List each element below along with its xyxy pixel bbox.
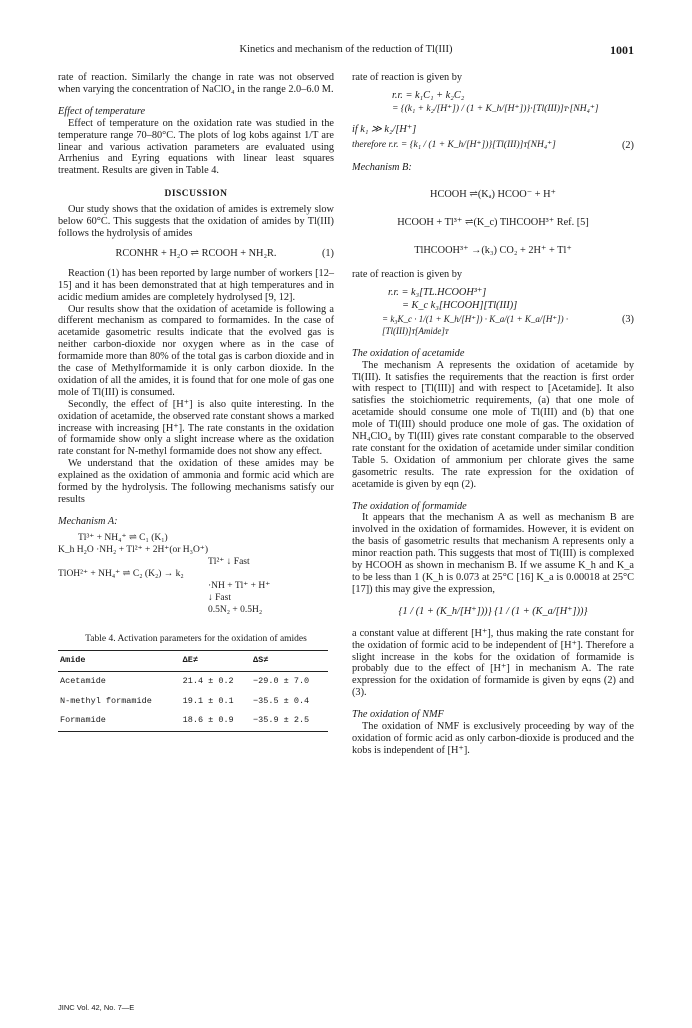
paragraph: a constant value at different [H⁺], thus making the rate constant for the oxidation of formic acid to be independent of [H⁺]. Therefore a slight increase in the kobs for the oxidation of formamide is probably due to the effect of [H⁺] in mechanism A. The rate expression for the oxidation of formamide is given by eqns (2) and (3). xyxy=(352,627,634,699)
equation-text: = k₃K_c · 1/(1 + K_h/[H⁺]) · K_a/(1 + K_a/[H⁺]) · [Tl(III)]ᴛ[Amide]ᴛ xyxy=(382,313,569,336)
table-cell: N-methyl formamide xyxy=(60,695,152,706)
rate-equation: = {(k₁ + k₂/[H⁺]) / (1 + K_h/[H⁺])}·[Tl(III)]ᴛ·[NH₄⁺] xyxy=(392,103,599,114)
paragraph: rate of reaction is given by xyxy=(352,269,463,281)
paragraph: Our results show that the oxidation of acetamide is following a different mechanism as compared to formamides. In the case of acetamide gasometric results indicate that the evolved gas is neither carbon-dioxide nor oxygen where as in the case of formamide more than 80% of the total gas is carbon dioxide and in the case of Methylformamide it is only carbon dioxide. In the oxidation of all the amides, it is found that for one mole of gas one mole of Tl(III) is consumed. xyxy=(58,303,334,398)
paragraph: The oxidation of NMF is exclusively proceeding by way of the oxidation of formic acid as only carbon-dioxide is produced and the kobs is independent of [H⁺]. xyxy=(352,721,634,756)
table-cell: −35.9 ± 2.5 xyxy=(253,715,310,726)
fraction-expression: {1 / (1 + (K_h/[H⁺]))} {1 / (1 + (K_a/[H⁺]))} xyxy=(398,605,588,617)
paragraph: Secondly, the effect of [H⁺] is also quite interesting. In the oxidation of acetamide, the observed rate constant shows a marked increase with increasing [H⁺]. The rate constants in the oxidation of formamide show only a slight increase where as the oxidation rate constant for N-methyl formamide does not show any effect. xyxy=(58,398,334,458)
paragraph: rate of reaction. Similarly the change in rate was not observed when varying the concentration of NaClO₄ in the range 2.0–6.0 M. xyxy=(58,72,334,95)
equation-number: (3) xyxy=(621,313,634,325)
table-row xyxy=(58,671,328,691)
mechanism-line: ·NH + Tl⁺ + H⁺ xyxy=(208,580,271,591)
mechanism-line: K_h H₂O ·NH₂ + Tl²⁺ + 2H⁺(or H₃O⁺) xyxy=(58,544,208,555)
equation-3 xyxy=(352,314,634,338)
mechanism-line: Tl³⁺ + NH₄⁺ ⇌ C₁ (K₁) xyxy=(78,532,168,543)
paragraph: Reaction (1) has been reported by large number of workers [12–15] and it has been demonstrated that at high temperatures and in acidic medium amides are completely hydrolysed [9, 12]. xyxy=(58,267,334,303)
mechanism-line: HCOOH + Tl³⁺ ⇌(K_c) TlHCOOH³⁺ Ref. [5] xyxy=(397,217,589,229)
table-caption: Table 4. Activation parameters for the oxidation of amides xyxy=(85,633,307,644)
table-header-row xyxy=(58,650,328,671)
table-cell: 18.6 ± 0.9 xyxy=(182,715,234,726)
paragraph: Our study shows that the oxidation of amides is extremely slow below 60°C. This suggests that the oxidation of amides by Tl(III) follows the hydrolysis of amides xyxy=(58,204,334,239)
paragraph: Effect of temperature on the oxidation rate was studied in the temperature range 70–80°C. The plots of log kobs against 1/T are linear and various activation parameters are evaluated using Arrhenius and Eyring equations with linear least squares treatment. Results are given in Table 4. xyxy=(58,117,334,177)
mechanism-line: TlOH²⁺ + NH₄⁺ ⇌ C₂ (K₂) → k₂ xyxy=(58,568,184,579)
equation-2 xyxy=(352,140,634,152)
paragraph: It appears that the mechanism A as well as mechanism B are involved in the oxidation of formamides. However, it is evident on the basis of gasometric results that mechanism A represents only a minor reaction path. This suggests that most of Tl(III) is complexed by HCOOH as shown in mechanism B. If we assume K_h and K_a to be less than 1 (K_h is 0.073 at 25°C [16] K_a is 0.00018 at 25°C [17]) this may give the expression, xyxy=(352,512,634,595)
table-cell: −35.5 ± 0.4 xyxy=(253,695,310,706)
rate-equation: r.r. = k₃[TL.HCOOH³⁺] xyxy=(388,287,487,299)
right-column xyxy=(352,72,634,757)
mechanism-line: TlHCOOH³⁺ →(k₃) CO₂ + 2H⁺ + Tl⁺ xyxy=(414,245,572,257)
section-heading-acetamide: The oxidation of acetamide xyxy=(352,347,465,359)
table-cell: Acetamide xyxy=(60,675,106,686)
table-row xyxy=(58,711,328,731)
section-heading-discussion: DISCUSSION xyxy=(164,189,228,200)
table-header-cell: Amide xyxy=(60,654,86,665)
table-cell: 19.1 ± 0.1 xyxy=(182,695,234,706)
rate-equation: r.r. = k₁C₁ + k₂C₂ xyxy=(392,89,465,101)
running-title: Kinetics and mechanism of the reduction of Tl(III) xyxy=(239,44,453,55)
table-cell: −29.0 ± 7.0 xyxy=(253,675,310,686)
equation-text: therefore r.r. = {k₁ / (1 + K_h/[H⁺])}[Tl(III)]ᴛ[NH₄⁺] xyxy=(352,139,556,150)
page-number: 1001 xyxy=(610,43,634,57)
mechanism-line: HCOOH ⇌(Kₐ) HCOO⁻ + H⁺ xyxy=(430,189,556,201)
rate-condition xyxy=(352,124,634,136)
mechanism-line: Tl²⁺ ↓ Fast xyxy=(208,556,250,567)
equation-1 xyxy=(58,248,334,260)
mechanism-line: 0.5N₂ + 0.5H₂ xyxy=(208,604,263,615)
table-cell: 21.4 ± 0.2 xyxy=(182,675,234,686)
table-row xyxy=(58,692,328,712)
mechanism-b-heading: Mechanism B: xyxy=(352,161,412,173)
table-header-cell: ΔE≠ xyxy=(182,654,198,665)
rate-equation: = K_c k₃[HCOOH][Tl(III)] xyxy=(402,299,518,311)
paragraph: The mechanism A represents the oxidation of acetamide by Tl(III). It satisfies the requirements that the reaction is first order with respect to [Tl(III)] and with respect to [Acetamide]. It also satisfies the stoichiometric requirements, (a) that one mole of acetamide should consume one mole of Tl(III) and (b) that one mole of Tl(III) should produce one mole of gas. The oxidation of NH₄ClO₄ by Tl(III) gives rate constant comparable to the observed rate constant for the oxidation of acetamide under similar condition Table 5. Oxidation of ammonium per chlorate gives the same gasometric results. The rate expression for the oxidation of acetamide is given by eqn (2). xyxy=(352,359,634,490)
mechanism-a-heading: Mechanism A: xyxy=(58,515,118,527)
paragraph: rate of reaction is given by xyxy=(352,72,463,83)
equation-number: (1) xyxy=(321,247,334,259)
journal-footer: JINC Vol. 42, No. 7—E xyxy=(58,1003,135,1012)
paragraph: We understand that the oxidation of these amides may be explained as the oxidation of ammonia and formic acid which are formed by the hydrolysis. The following mechanisms satisfy our results xyxy=(58,458,334,505)
activation-parameters-table xyxy=(58,650,328,733)
section-heading-nmf: The oxidation of NMF xyxy=(352,709,444,721)
condition-text: if k₁ ≫ k₂/[H⁺] xyxy=(352,123,417,135)
table-header-cell: ΔS≠ xyxy=(253,654,269,665)
equation-text: RCONHR + H₂O ⇌ RCOOH + NH₂R. xyxy=(115,247,277,259)
equation-number: (2) xyxy=(621,139,634,151)
section-heading-temperature: Effect of temperature xyxy=(58,105,146,117)
mechanism-a-scheme xyxy=(58,532,334,616)
table-cell: Formamide xyxy=(60,715,106,726)
mechanism-line: ↓ Fast xyxy=(208,592,231,603)
section-heading-formamide: The oxidation of formamide xyxy=(352,500,467,512)
running-header xyxy=(58,44,634,60)
left-column xyxy=(58,72,334,732)
